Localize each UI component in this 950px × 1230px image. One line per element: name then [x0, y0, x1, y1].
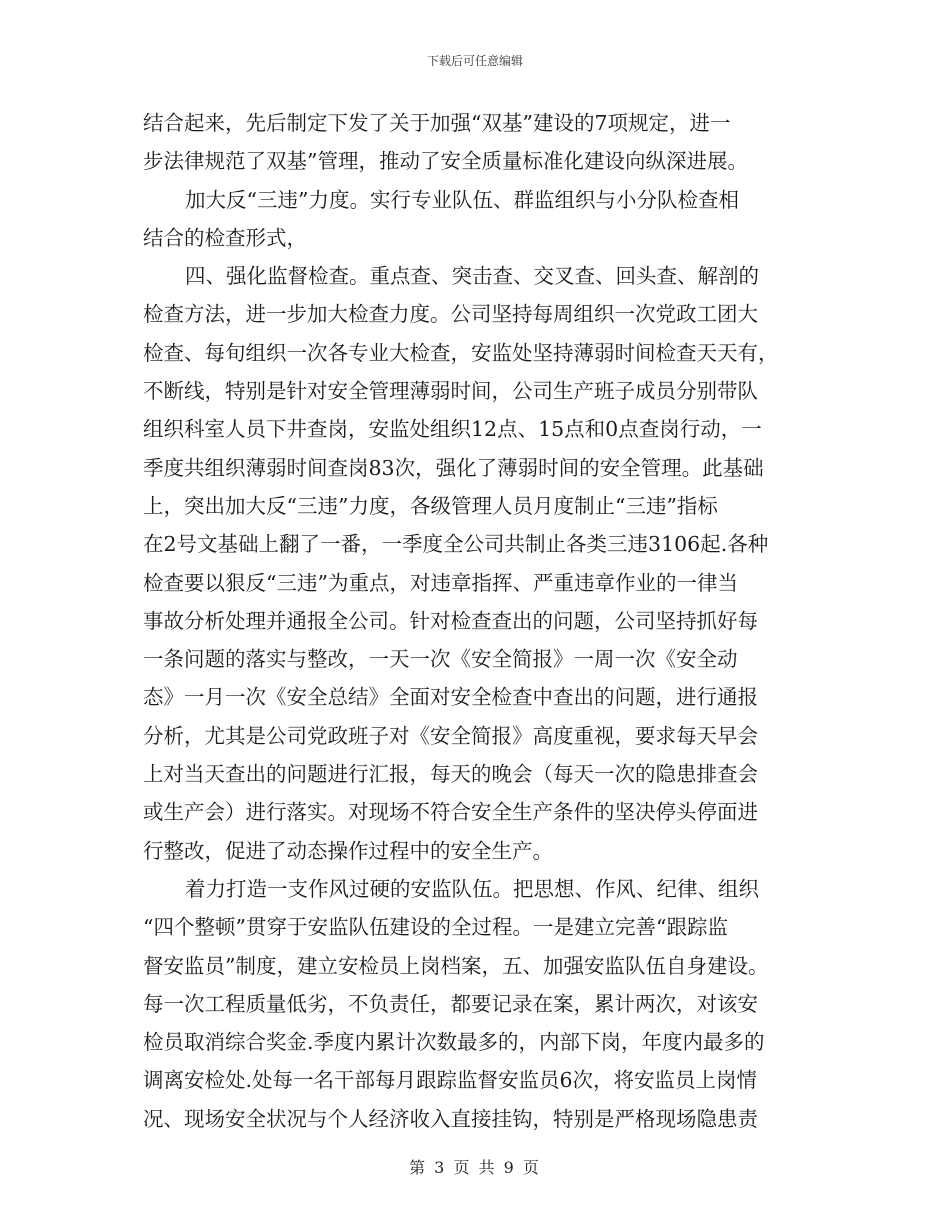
text-line: 不断线，特别是针对安全管理薄弱时间，公司生产班子成员分别带队	[143, 379, 758, 404]
text-line: 结合起来，先后制定下发了关于加强“双基”建设的7项规定，进一	[143, 111, 731, 135]
text-line: 在2号文基础上翻了一番，一季度全公司共制止各类三违3106起.各种	[143, 532, 769, 557]
text-line: 况、现场安全状况与个人经济收入直接挂钩，特别是严格现场隐患责	[143, 1106, 758, 1131]
text-line: 调离安检处.处每一名干部每月跟踪监督安监员6次，将安监员上岗情	[143, 1068, 758, 1093]
document-body	[143, 104, 813, 1138]
text-line: 加大反“三违”力度。实行专业队伍、群监组织与小分队检查相	[185, 187, 739, 212]
text-line: 事故分析处理并通报全公司。针对检查查出的问题，公司坚持抓好每	[143, 608, 758, 633]
text-line: 检查要以狠反“三违”为重点，对违章指挥、严重违章作业的一律当	[143, 570, 738, 595]
text-line: 上，突出加大反“三违”力度，各级管理人员月度制止“三违”指标	[143, 493, 718, 518]
text-line: 上对当天查出的问题进行汇报，每天的晚会（每天一次的隐患排查会	[143, 762, 758, 787]
page-header: 下载后可任意编辑	[426, 54, 523, 68]
text-line: 组织科室人员下井查岗，安监处组织12点、15点和0点查岗行动，一	[143, 417, 762, 442]
text-line: 一条问题的落实与整改，一天一次《安全简报》一周一次《安全动	[143, 647, 738, 672]
text-line: “四个整顿”贯穿于安监队伍建设的全过程。一是建立完善“跟踪监	[143, 915, 728, 940]
text-line: 四、强化监督检查。重点查、突击查、交叉查、回头查、解剖的	[185, 264, 759, 289]
text-line: 检查、每旬组织一次各专业大检查，安监处坚持薄弱时间检查天天有，	[143, 340, 779, 365]
text-line: 检员取消综合奖金.季度内累计次数最多的，内部下岗，年度内最多的	[143, 1030, 765, 1055]
text-line: 态》一月一次《安全总结》全面对安全检查中查出的问题，进行通报	[143, 685, 758, 710]
page-footer: 第 3 页 共 9 页	[409, 1158, 541, 1177]
text-line: 督安监员”制度，建立安检员上岗档案，五、加强安监队伍自身建设。	[143, 953, 769, 978]
text-line: 行整改，促进了动态操作过程中的安全生产。	[143, 838, 553, 863]
text-line: 分析，尤其是公司党政班子对《安全简报》高度重视，要求每天早会	[143, 723, 758, 748]
text-line: 或生产会）进行落实。对现场不符合安全生产条件的坚决停头停面进	[143, 800, 758, 825]
text-line: 着力打造一支作风过硬的安监队伍。把思想、作风、纪律、组织	[185, 876, 759, 901]
text-line: 季度共组织薄弱时间查岗83次，强化了薄弱时间的安全管理。此基础	[143, 455, 764, 480]
text-line: 检查方法，进一步加大检查力度。公司坚持每周组织一次党政工团大	[143, 302, 758, 327]
text-line: 步法律规范了双基”管理，推动了安全质量标准化建设向纵深进展。	[143, 149, 748, 174]
text-line: 结合的检查形式，	[143, 225, 307, 250]
text-line: 每一次工程质量低劣，不负责任，都要记录在案，累计两次，对该安	[143, 991, 758, 1016]
